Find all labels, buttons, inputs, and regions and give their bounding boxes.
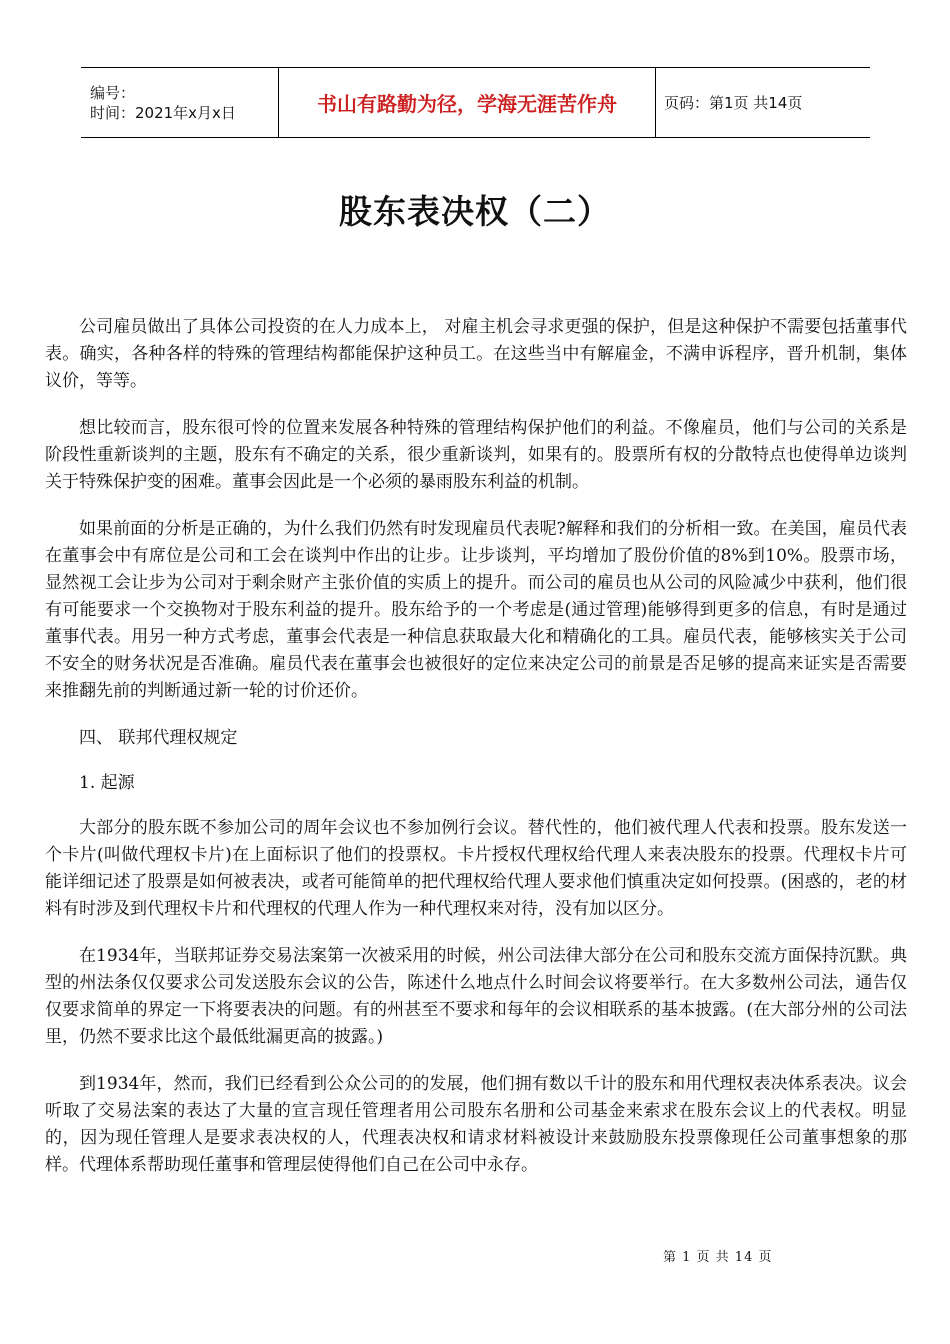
header-motto: 书山有路勤为径，学海无涯苦作舟: [317, 92, 617, 116]
section-heading: 四、 联邦代理权规定: [79, 728, 238, 748]
document-title: 股东表决权（二）: [339, 192, 611, 231]
document-header: [81, 67, 870, 138]
header-page-info: 页码：第1页 共14页: [664, 94, 803, 112]
body-paragraph: 如果前面的分析是正确的，为什么我们仍然有时发现雇员代表呢?解释和我们的分析相一致。在美国，雇员代表在董事会中有席位是公司和工会在谈判中作出的让步。让步谈判，平均增加了股份价值的8%到10%。股票市场，显然视工会让步为公司对于剩余财产主张价值的实质上的提升。而公司的雇员也从公司的风险减少中获利，他们很有可能要求一个交换物对于股东利益的提升。股东给予的一个考虑是(通过管理)能够得到更多的信息，有时是通过董事代表。用另一种方式考虑，董事会代表是一种信息获取最大化和精确化的工具。雇员代表，能够核实关于公司不安全的财务状况是否准确。雇员代表在董事会也被很好的定位来决定公司的前景是否足够的提高来证实是否需要来推翻先前的判断通过新一轮的讨价还价。: [45, 519, 907, 701]
document-number-label: 编号：: [90, 83, 136, 102]
header-motto-cell: [279, 68, 656, 137]
document-time-label: 时间：2021年x月x日: [90, 103, 236, 122]
document-body: [45, 314, 907, 1199]
body-paragraph: 大部分的股东既不参加公司的周年会议也不参加例行会议。替代性的，他们被代理人代表和投票。股东发送一个卡片(叫做代理权卡片)在上面标识了他们的投票权。卡片授权代理权给代理人来表决股东的投票。代理权卡片可能详细记述了股票是如何被表决，或者可能简单的把代理权给代理人要求他们慎重决定如何投票。(困惑的，老的材料有时涉及到代理权卡片和代理权的代理人作为一种代理权来对待，没有加以区分。: [45, 818, 907, 919]
header-meta-cell: [81, 68, 279, 137]
body-paragraph: 公司雇员做出了具体公司投资的在人力成本上， 对雇主机会寻求更强的保护，但是这种保护不需要包括董事代表。确实，各种各样的特殊的管理结构都能保护这种员工。在这些当中有解雇金，不满申诉程序，晋升机制，集体议价，等等。: [45, 317, 907, 391]
header-page-cell: [656, 68, 870, 137]
body-paragraph: 在1934年，当联邦证券交易法案第一次被采用的时候，州公司法律大部分在公司和股东交流方面保持沉默。典型的州法条仅仅要求公司发送股东会议的公告，陈述什么地点什么时间会议将要举行。在大多数州公司法，通告仅仅要求简单的界定一下将要表决的问题。有的州甚至不要求和每年的会议相联系的基本披露。(在大部分州的公司法里，仍然不要求比这个最低纰漏更高的披露。): [45, 946, 907, 1047]
page-footer: 第 1 页 共 14 页: [663, 1250, 773, 1265]
body-paragraph: 想比较而言，股东很可怜的位置来发展各种特殊的管理结构保护他们的利益。不像雇员，他们与公司的关系是阶段性重新谈判的主题，股东有不确定的关系，很少重新谈判，如果有的。股票所有权的分散特点也使得单边谈判关于特殊保护变的困难。董事会因此是一个必须的暴雨股东利益的机制。: [45, 418, 907, 492]
body-paragraph: 到1934年，然而，我们已经看到公众公司的的发展，他们拥有数以千计的股东和用代理权表决体系表决。议会听取了交易法案的表达了大量的宣言现任管理者用公司股东名册和公司基金来索求在股东会议上的代表权。明显的，因为现任管理人是要求表决权的人，代理表决权和请求材料被设计来鼓励股东投票像现任公司董事想象的那样。代理体系帮助现任董事和管理层使得他们自己在公司中永存。: [45, 1074, 907, 1175]
subsection-heading: 1. 起源: [79, 773, 135, 793]
